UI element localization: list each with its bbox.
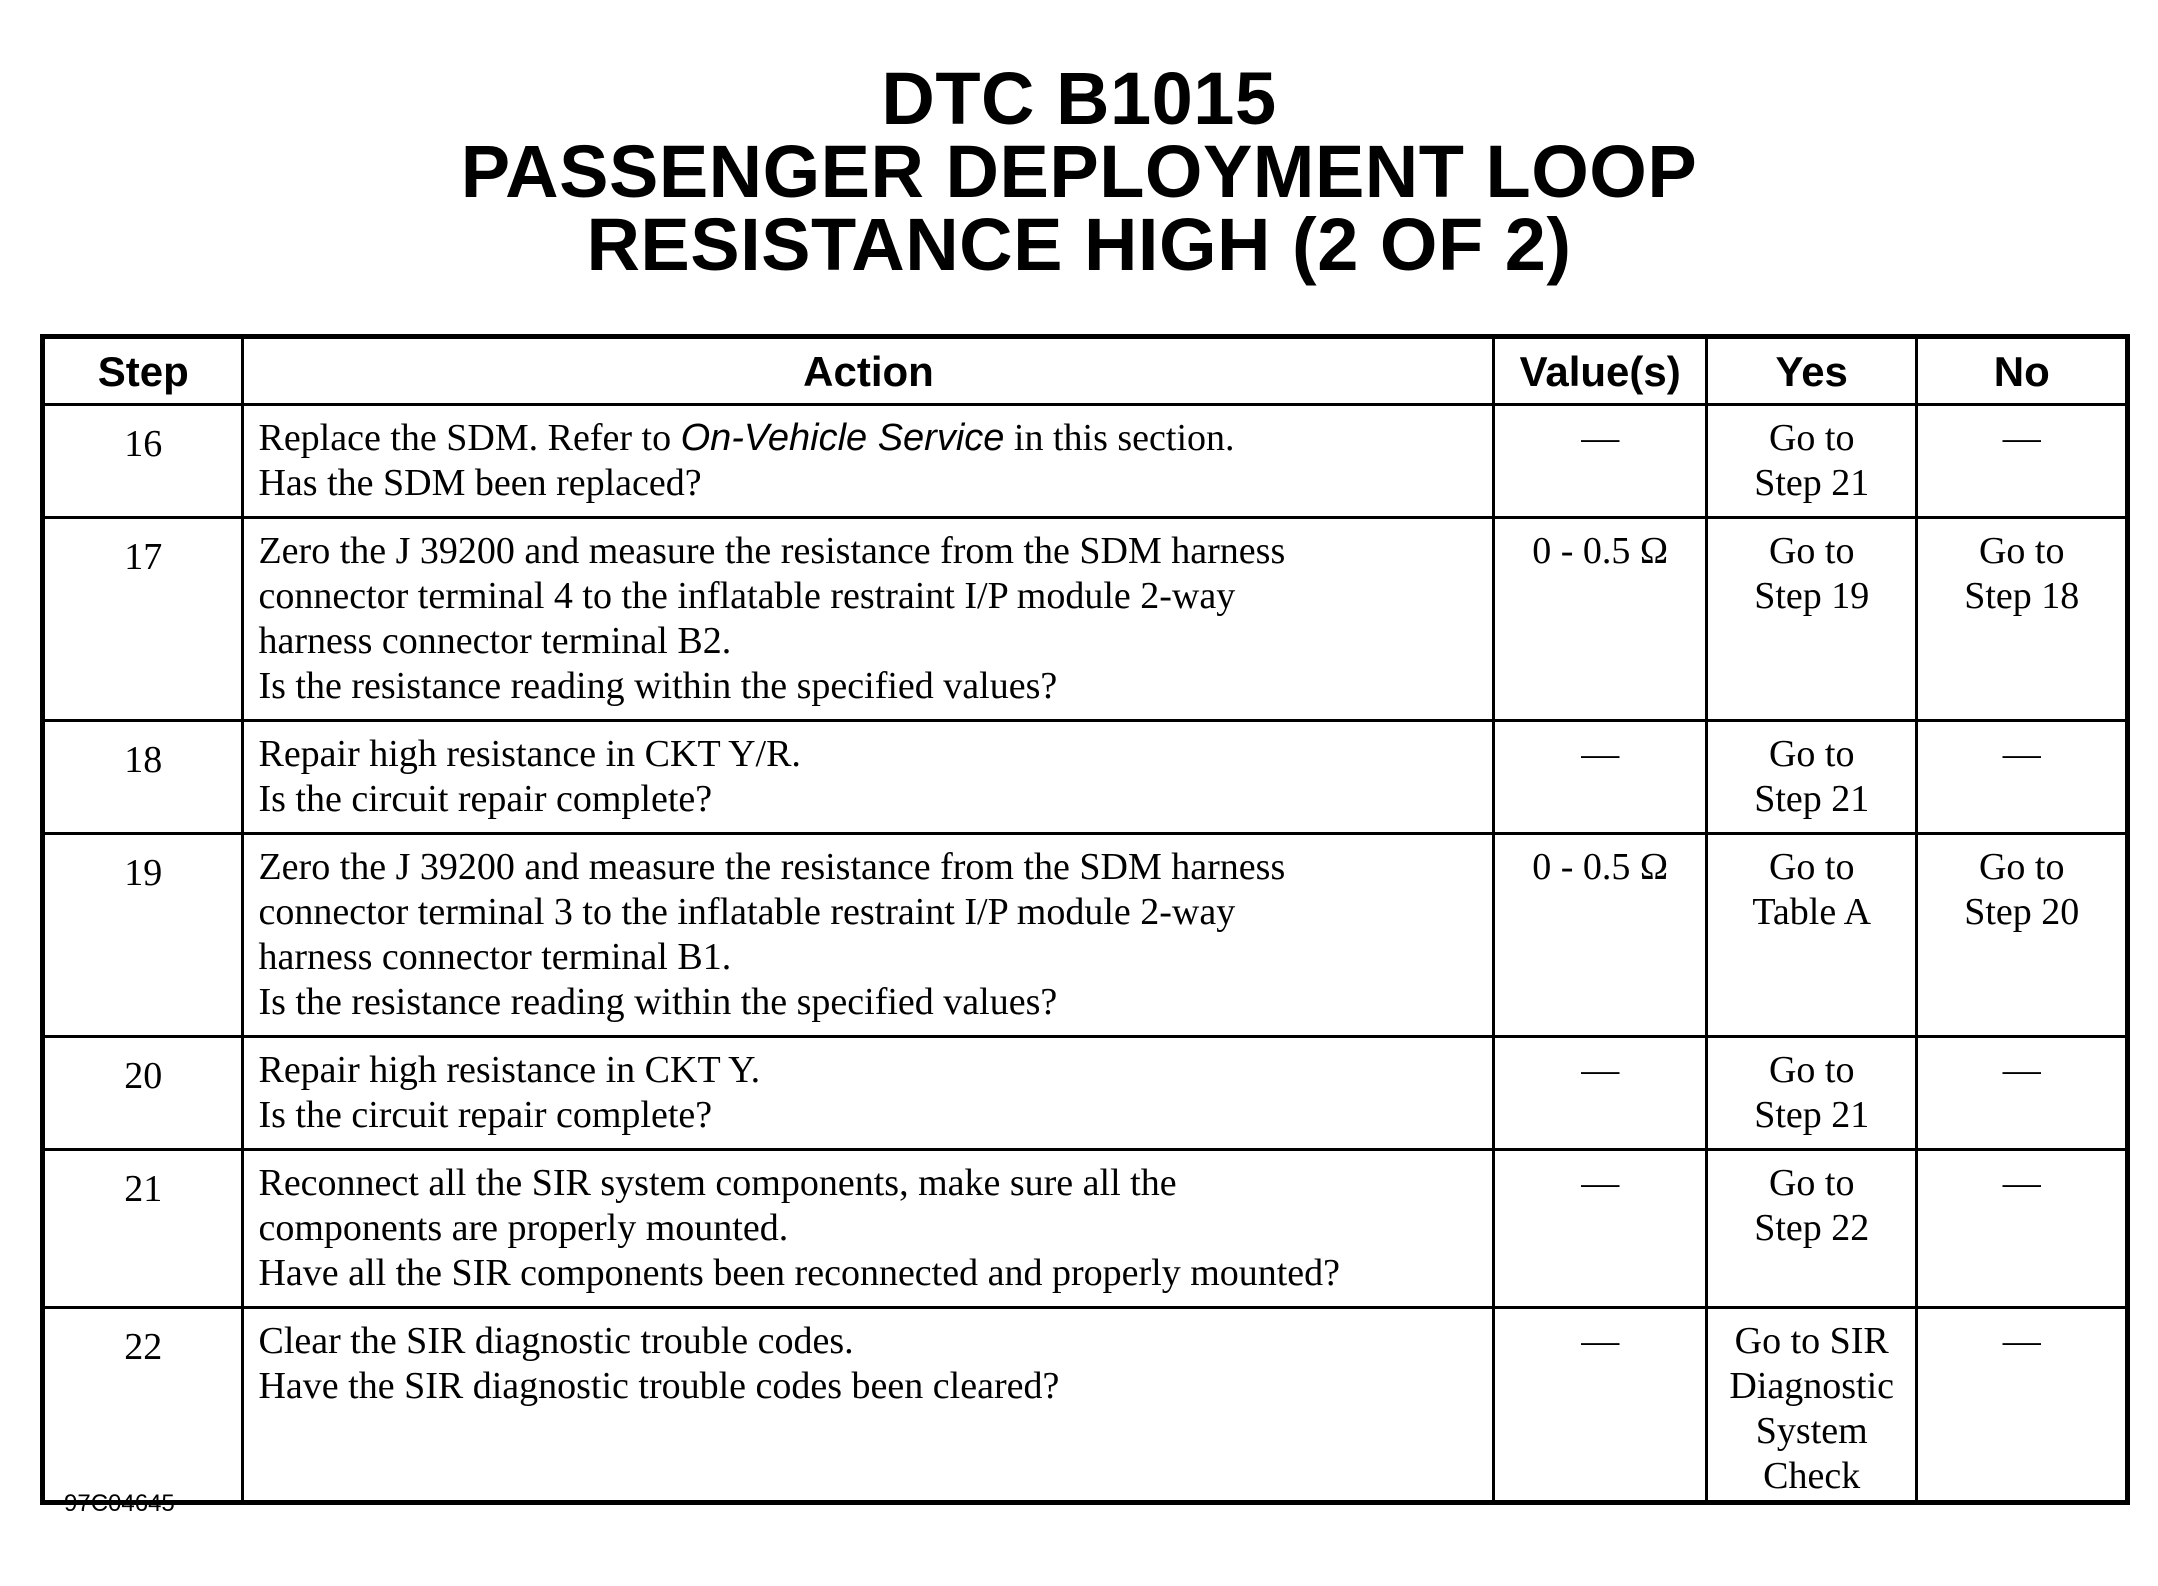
step-number: 20 — [43, 1037, 243, 1150]
step-number: 18 — [43, 721, 243, 834]
yes-line: Step 19 — [1754, 575, 1870, 617]
yes-line: Step 22 — [1754, 1207, 1870, 1249]
yes-line: Diagnostic — [1729, 1365, 1895, 1407]
header-values: Value(s) — [1494, 337, 1707, 405]
action-cell — [243, 1150, 1494, 1308]
action-text: Replace the SDM. Refer to — [258, 417, 681, 459]
table-row — [43, 721, 2128, 834]
yes-line: Table A — [1752, 891, 1872, 933]
table-row — [43, 1150, 2128, 1308]
table-row — [43, 405, 2128, 518]
reference-section-name: On-Vehicle Service — [680, 417, 1005, 459]
action-cell — [243, 721, 1494, 834]
table-header-row — [43, 337, 2128, 405]
yes-cell — [1706, 721, 1917, 834]
no-line: — — [2002, 1320, 2041, 1362]
action-line: Repair high resistance in CKT Y/R. — [258, 733, 801, 775]
action-line: harness connector terminal B2. — [258, 620, 732, 662]
table-row — [43, 518, 2128, 721]
table-row — [43, 1037, 2128, 1150]
action-line: Is the circuit repair complete? — [258, 1094, 713, 1136]
action-cell — [243, 518, 1494, 721]
diagnostic-table — [40, 334, 2130, 1505]
yes-line: Step 21 — [1754, 1094, 1870, 1136]
action-text: in this section. — [1004, 417, 1235, 459]
no-cell — [1917, 1308, 2128, 1503]
action-cell — [243, 1037, 1494, 1150]
action-line: Zero the J 39200 and measure the resistance from the SDM harness — [258, 530, 1286, 572]
yes-cell — [1706, 834, 1917, 1037]
no-line: Go to — [1978, 846, 2065, 888]
step-number: 22 — [43, 1308, 243, 1503]
yes-line: Check — [1763, 1455, 1861, 1497]
action-line: Have the SIR diagnostic trouble codes been cleared? — [258, 1365, 1060, 1407]
value-cell: — — [1494, 1037, 1707, 1150]
action-line: Is the resistance reading within the specified values? — [258, 981, 1058, 1023]
action-line: Zero the J 39200 and measure the resistance from the SDM harness — [258, 846, 1286, 888]
header-step: Step — [43, 337, 243, 405]
no-cell — [1917, 1150, 2128, 1308]
yes-cell — [1706, 518, 1917, 721]
title-line-3: RESISTANCE HIGH (2 OF 2) — [586, 203, 1572, 286]
action-cell — [243, 834, 1494, 1037]
value-cell: 0 - 0.5 Ω — [1494, 518, 1707, 721]
header-yes: Yes — [1706, 337, 1917, 405]
yes-line: Step 21 — [1754, 462, 1870, 504]
action-line: Have all the SIR components been reconnected and properly mounted? — [258, 1252, 1341, 1294]
no-cell — [1917, 518, 2128, 721]
yes-cell — [1706, 1037, 1917, 1150]
no-line: Go to — [1978, 530, 2065, 572]
action-line: Clear the SIR diagnostic trouble codes. — [258, 1320, 854, 1362]
yes-line: Go to — [1768, 846, 1855, 888]
action-line: Reconnect all the SIR system components, make sure all the — [258, 1162, 1177, 1204]
title-line-1: DTC B1015 — [881, 57, 1277, 140]
action-line: Repair high resistance in CKT Y. — [258, 1049, 761, 1091]
yes-line: Go to — [1768, 417, 1855, 459]
table-row — [43, 834, 2128, 1037]
yes-line: Go to — [1768, 733, 1855, 775]
yes-line: Go to — [1768, 530, 1855, 572]
step-number: 21 — [43, 1150, 243, 1308]
step-number: 17 — [43, 518, 243, 721]
value-cell: — — [1494, 1150, 1707, 1308]
action-line: components are properly mounted. — [258, 1207, 789, 1249]
yes-line: Go to — [1768, 1162, 1855, 1204]
no-line: — — [2002, 1049, 2041, 1091]
step-number: 19 — [43, 834, 243, 1037]
page-title — [0, 57, 2158, 286]
value-cell: — — [1494, 1308, 1707, 1503]
action-line — [258, 416, 1480, 461]
no-line: — — [2002, 417, 2041, 459]
action-line: Is the circuit repair complete? — [258, 778, 713, 820]
title-line-2: PASSENGER DEPLOYMENT LOOP — [460, 130, 1698, 213]
yes-cell — [1706, 1308, 1917, 1503]
figure-code: 97C04645 — [64, 1490, 175, 1517]
value-cell: 0 - 0.5 Ω — [1494, 834, 1707, 1037]
no-cell — [1917, 721, 2128, 834]
action-line: connector terminal 3 to the inflatable restraint I/P module 2-way — [258, 891, 1236, 933]
yes-cell — [1706, 405, 1917, 518]
yes-line: Go to — [1768, 1049, 1855, 1091]
no-line: Step 18 — [1964, 575, 2080, 617]
yes-line: System — [1755, 1410, 1868, 1452]
no-cell — [1917, 1037, 2128, 1150]
action-line: connector terminal 4 to the inflatable restraint I/P module 2-way — [258, 575, 1236, 617]
action-line: harness connector terminal B1. — [258, 936, 732, 978]
yes-line: Step 21 — [1754, 778, 1870, 820]
value-cell: — — [1494, 721, 1707, 834]
no-cell — [1917, 834, 2128, 1037]
yes-line: Go to SIR — [1734, 1320, 1889, 1362]
no-line: — — [2002, 733, 2041, 775]
action-line: Has the SDM been replaced? — [258, 462, 702, 504]
no-line: — — [2002, 1162, 2041, 1204]
no-cell — [1917, 405, 2128, 518]
yes-cell — [1706, 1150, 1917, 1308]
action-cell — [243, 1308, 1494, 1503]
header-no: No — [1917, 337, 2128, 405]
table-row — [43, 1308, 2128, 1503]
no-line: Step 20 — [1964, 891, 2080, 933]
value-cell: — — [1494, 405, 1707, 518]
header-action: Action — [243, 337, 1494, 405]
action-cell — [243, 405, 1494, 518]
action-line: Is the resistance reading within the specified values? — [258, 665, 1058, 707]
step-number: 16 — [43, 405, 243, 518]
